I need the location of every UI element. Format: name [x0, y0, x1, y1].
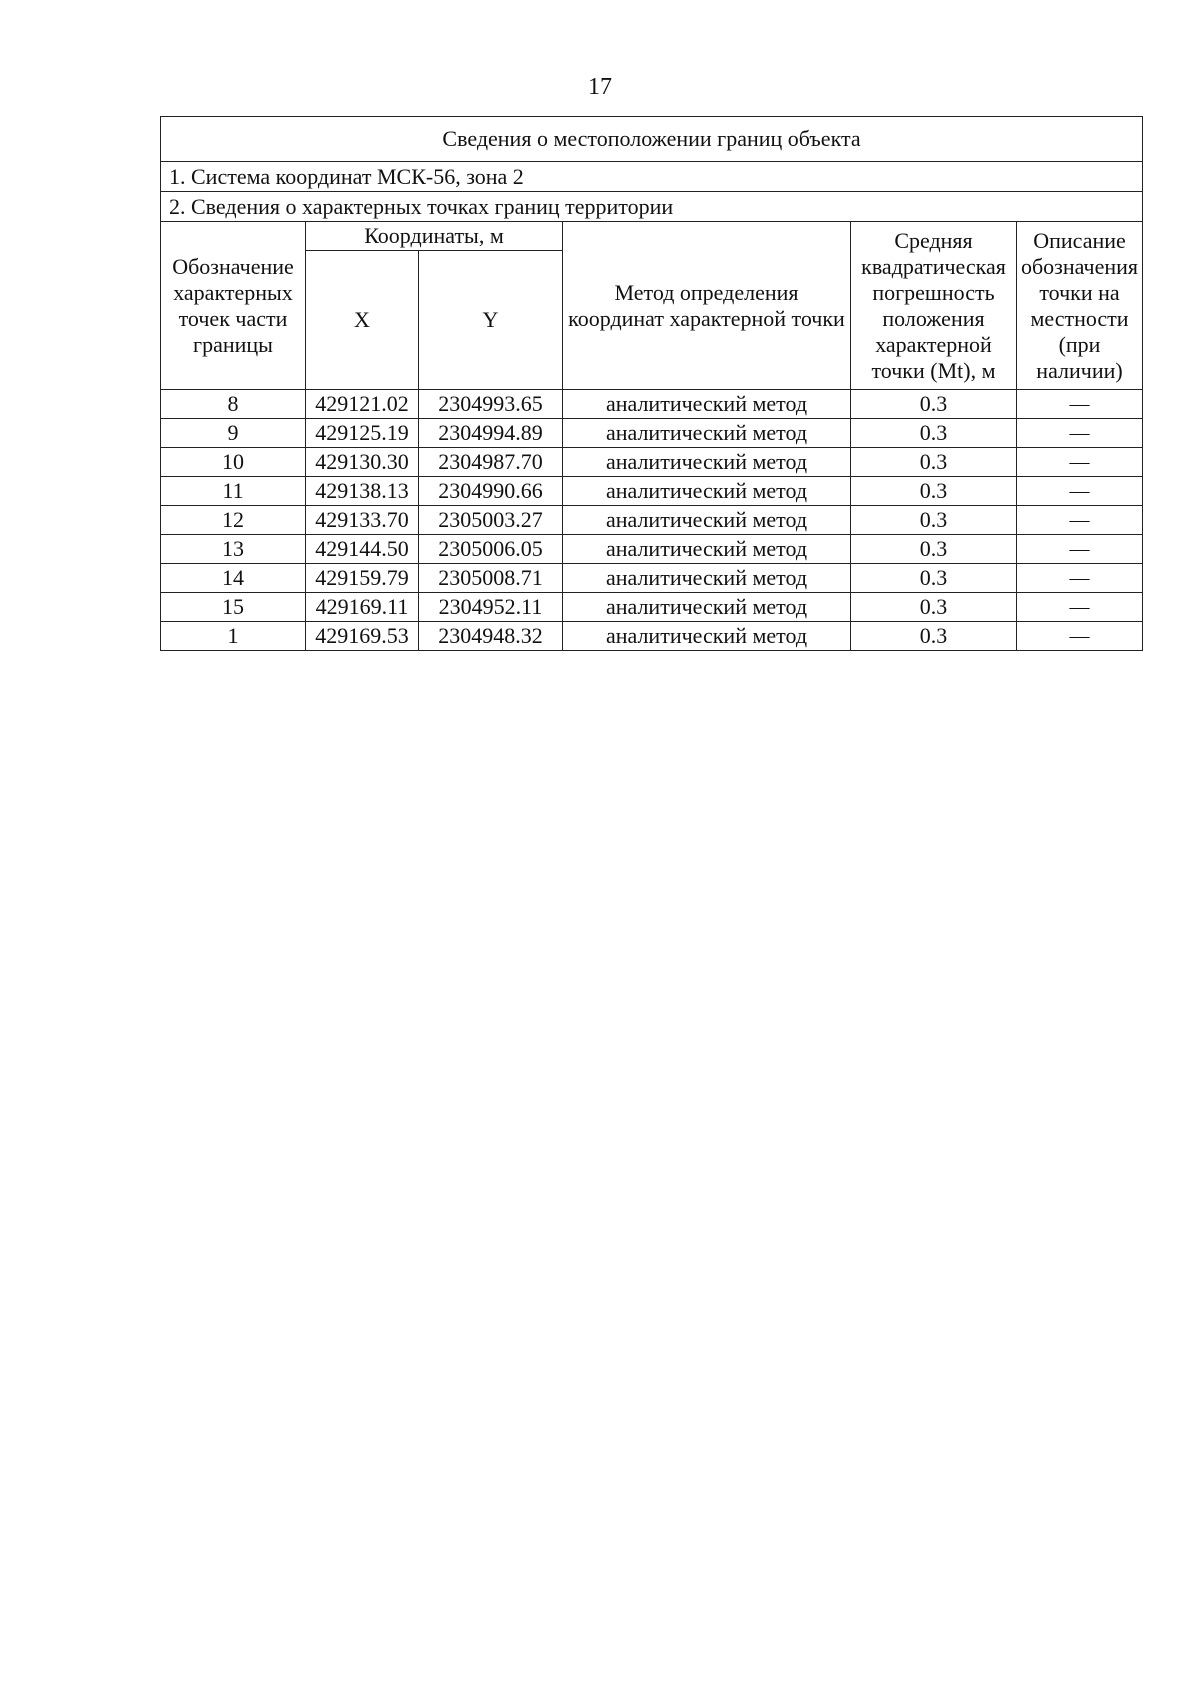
method-cell: аналитический метод: [563, 535, 851, 564]
table-row: [161, 535, 1143, 564]
point-cell: 15: [161, 593, 306, 622]
method-cell: аналитический метод: [563, 622, 851, 651]
point-cell: 13: [161, 535, 306, 564]
point-cell: 10: [161, 448, 306, 477]
table-row: [161, 622, 1143, 651]
table-body: [161, 117, 1143, 651]
description-cell: —: [1017, 419, 1143, 448]
header-y: Y: [419, 251, 563, 390]
method-cell: аналитический метод: [563, 477, 851, 506]
header-description: Описание обозначения точки на местности (при наличии): [1017, 222, 1143, 390]
error-cell: 0.3: [851, 419, 1017, 448]
y-cell: 2304987.70: [419, 448, 563, 477]
table-row: [161, 419, 1143, 448]
coord-system-row: [161, 162, 1143, 192]
table-row: [161, 506, 1143, 535]
error-cell: 0.3: [851, 535, 1017, 564]
header-row-top: [161, 222, 1143, 251]
description-cell: —: [1017, 448, 1143, 477]
header-designation: Обозначение характерных точек части границы: [161, 222, 306, 390]
x-cell: 429144.50: [306, 535, 419, 564]
y-cell: 2304990.66: [419, 477, 563, 506]
y-cell: 2305003.27: [419, 506, 563, 535]
points-heading-text: 2. Сведения о характерных точках границ территории: [161, 192, 1143, 222]
header-error: Средняя квадратическая погрешность положения характерной точки (Mt), м: [851, 222, 1017, 390]
y-cell: 2304952.11: [419, 593, 563, 622]
boundary-coordinates-table: [160, 116, 1143, 651]
description-cell: —: [1017, 622, 1143, 651]
point-cell: 1: [161, 622, 306, 651]
x-cell: 429130.30: [306, 448, 419, 477]
error-cell: 0.3: [851, 506, 1017, 535]
error-cell: 0.3: [851, 622, 1017, 651]
description-cell: —: [1017, 390, 1143, 419]
table-row: [161, 477, 1143, 506]
method-cell: аналитический метод: [563, 448, 851, 477]
x-cell: 429138.13: [306, 477, 419, 506]
table-title: Сведения о местоположении границ объекта: [161, 117, 1143, 162]
description-cell: —: [1017, 506, 1143, 535]
x-cell: 429125.19: [306, 419, 419, 448]
header-x: X: [306, 251, 419, 390]
method-cell: аналитический метод: [563, 506, 851, 535]
method-cell: аналитический метод: [563, 593, 851, 622]
x-cell: 429121.02: [306, 390, 419, 419]
points-heading-row: [161, 192, 1143, 222]
y-cell: 2304948.32: [419, 622, 563, 651]
table-title-row: [161, 117, 1143, 162]
method-cell: аналитический метод: [563, 390, 851, 419]
description-cell: —: [1017, 564, 1143, 593]
point-cell: 8: [161, 390, 306, 419]
header-coordinates: Координаты, м: [306, 222, 563, 251]
point-cell: 14: [161, 564, 306, 593]
y-cell: 2305008.71: [419, 564, 563, 593]
error-cell: 0.3: [851, 564, 1017, 593]
error-cell: 0.3: [851, 448, 1017, 477]
error-cell: 0.3: [851, 593, 1017, 622]
x-cell: 429169.11: [306, 593, 419, 622]
x-cell: 429133.70: [306, 506, 419, 535]
method-cell: аналитический метод: [563, 564, 851, 593]
table-row: [161, 564, 1143, 593]
coord-system-text: 1. Система координат МСК-56, зона 2: [161, 162, 1143, 192]
y-cell: 2304994.89: [419, 419, 563, 448]
error-cell: 0.3: [851, 477, 1017, 506]
table-row: [161, 593, 1143, 622]
x-cell: 429169.53: [306, 622, 419, 651]
x-cell: 429159.79: [306, 564, 419, 593]
error-cell: 0.3: [851, 390, 1017, 419]
table-row: [161, 448, 1143, 477]
y-cell: 2304993.65: [419, 390, 563, 419]
page-number: 17: [588, 74, 612, 100]
point-cell: 11: [161, 477, 306, 506]
point-cell: 9: [161, 419, 306, 448]
method-cell: аналитический метод: [563, 419, 851, 448]
table-row: [161, 390, 1143, 419]
point-cell: 12: [161, 506, 306, 535]
description-cell: —: [1017, 535, 1143, 564]
description-cell: —: [1017, 593, 1143, 622]
header-method: Метод определения координат характерной точки: [563, 222, 851, 390]
y-cell: 2305006.05: [419, 535, 563, 564]
description-cell: —: [1017, 477, 1143, 506]
